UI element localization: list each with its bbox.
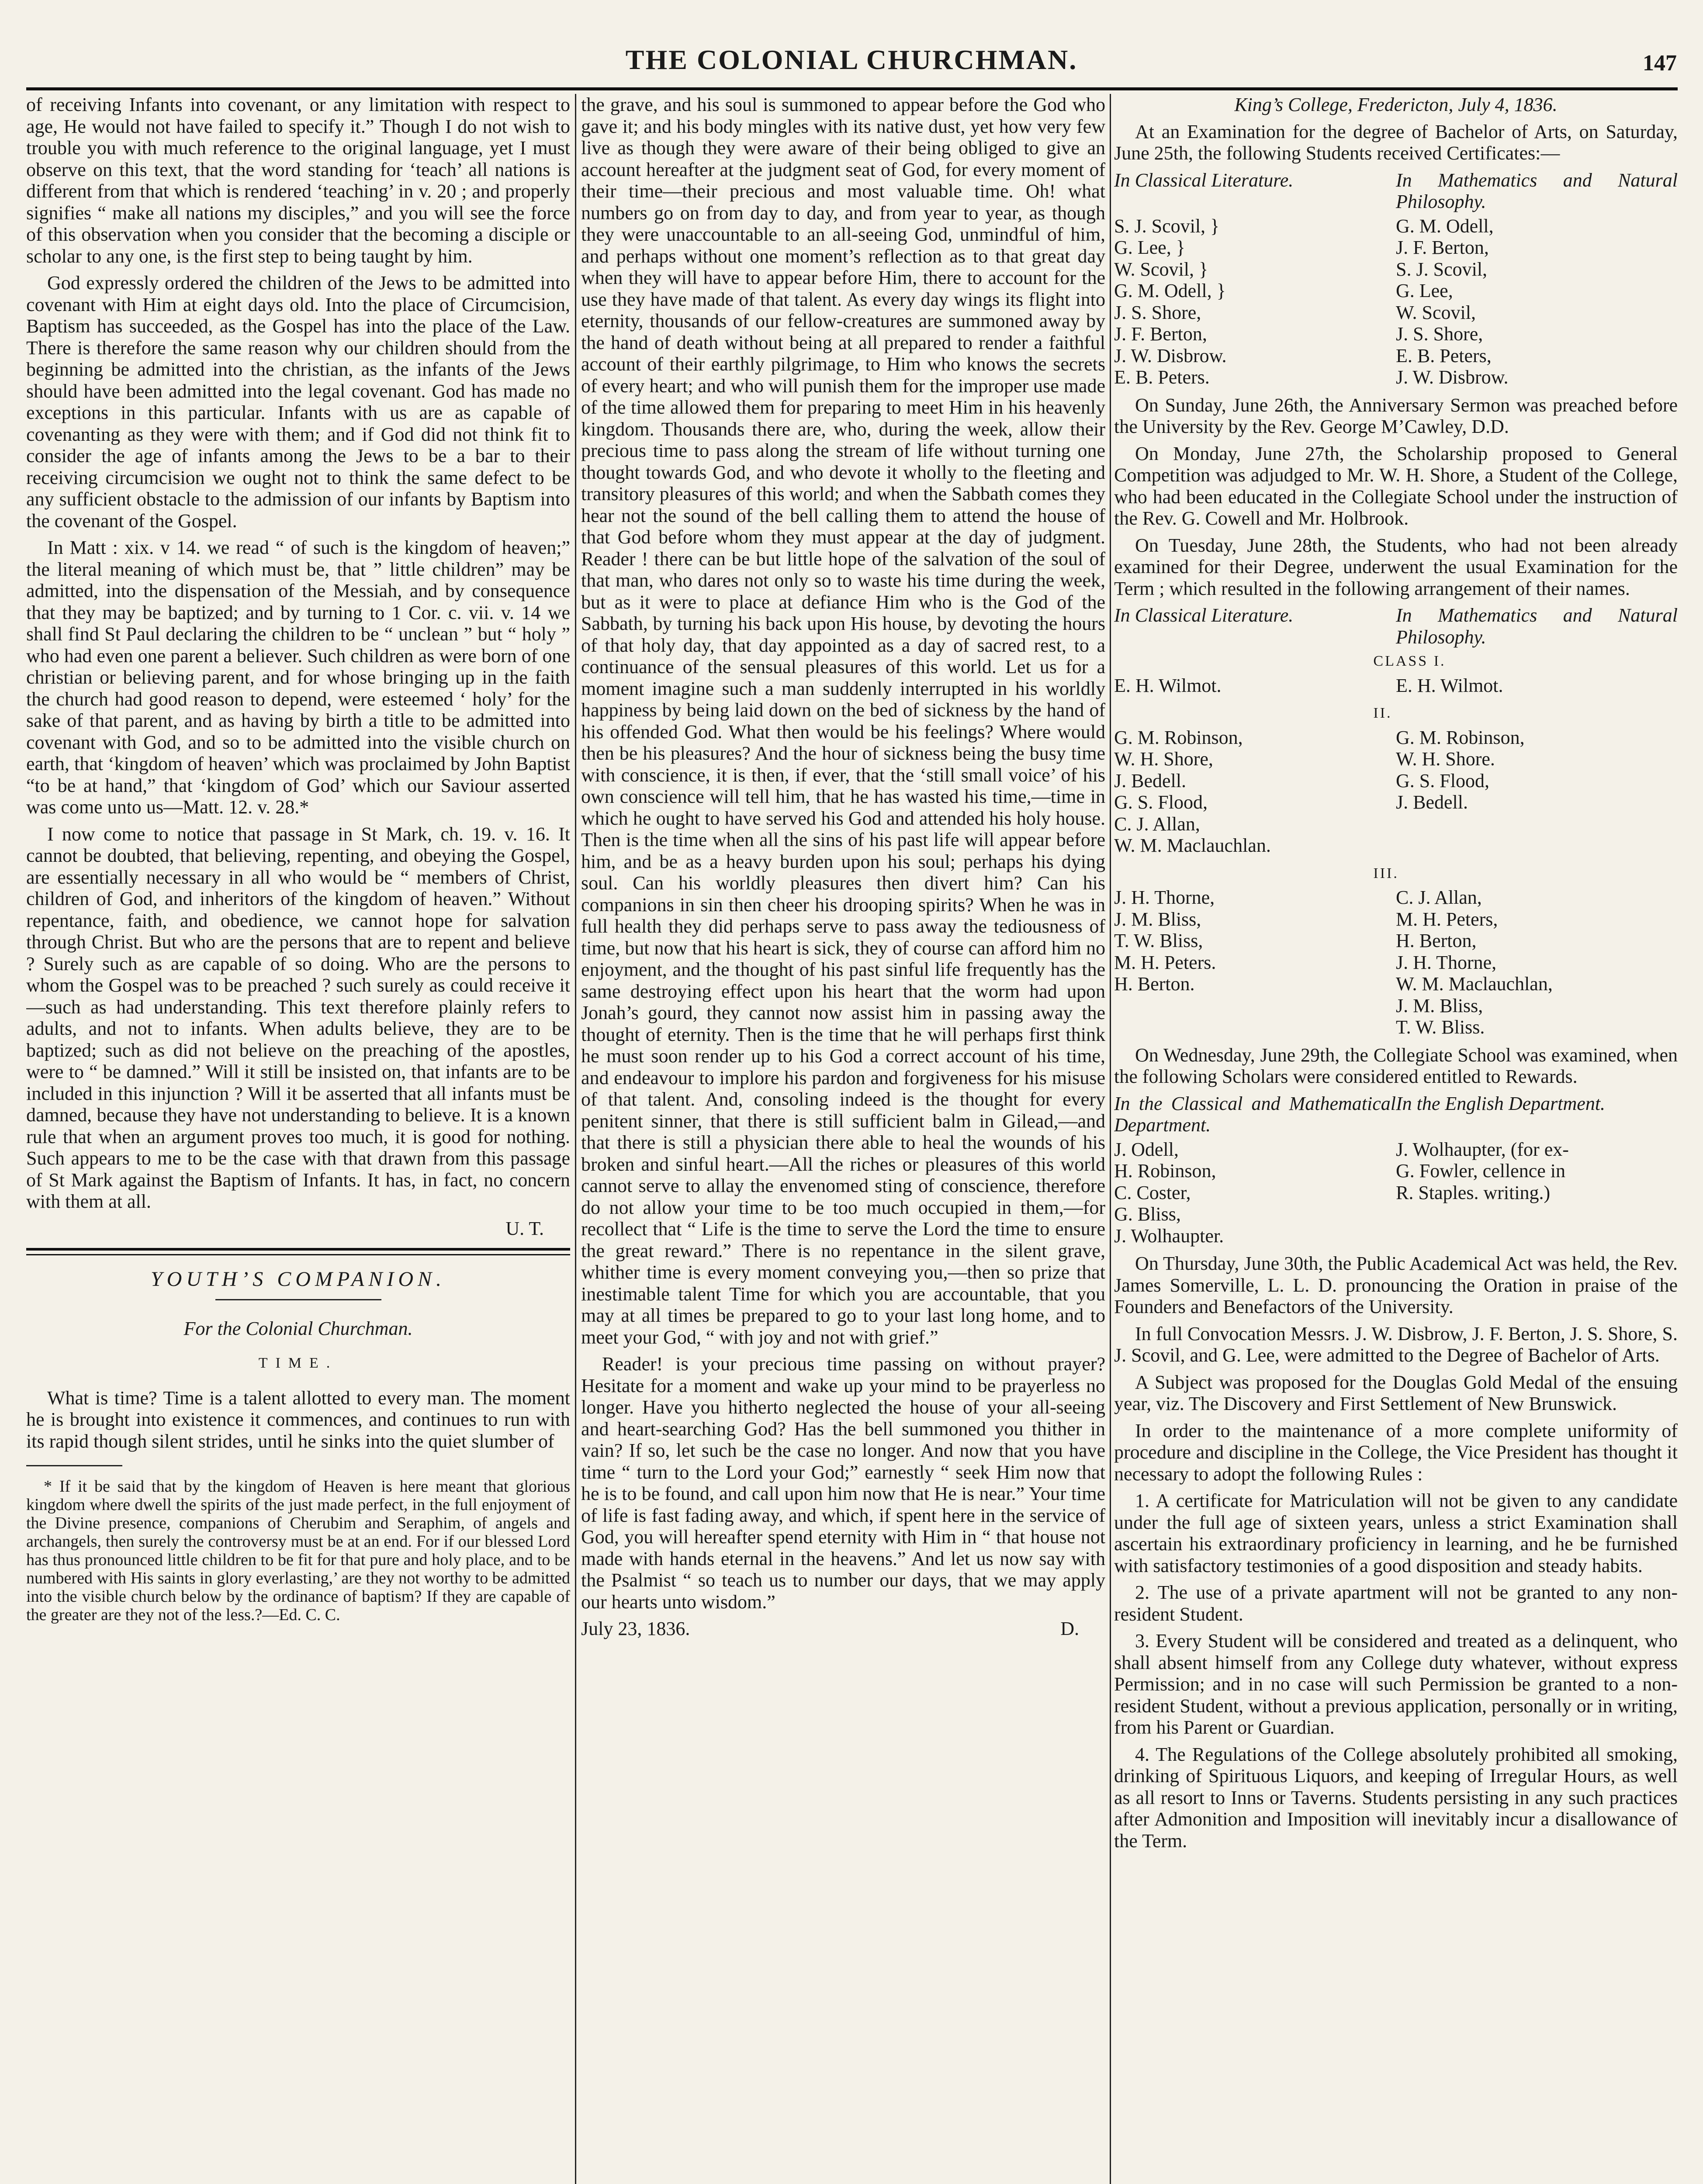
article-subtitle: For the Colonial Churchman. <box>183 1317 413 1339</box>
name-left: G. S. Flood, <box>1114 791 1208 813</box>
name-list <box>1114 727 1678 857</box>
name-left: H. Robinson, <box>1114 1160 1216 1182</box>
name-right: W. Scovil, <box>1396 301 1476 323</box>
name-right: J. Wolhaupter, (for ex- <box>1396 1138 1569 1160</box>
name-row <box>1114 727 1678 749</box>
name-right <box>1396 1225 1678 1247</box>
name-left: C. J. Allan, <box>1114 813 1200 835</box>
name-right: T. W. Bliss. <box>1396 1016 1485 1038</box>
name-left: J. M. Bliss, <box>1114 908 1201 930</box>
name-left: E. B. Peters. <box>1114 366 1210 388</box>
rule-item: 1. A certificate for Matriculation will not be given to any candidate under the full age of sixteen years, unless a strict Examination shall ascertain his extraordinary proficiency in learning, and he be furnished with satisfactory testimonies of a good disposition and steady habits. <box>1114 1490 1678 1576</box>
name-left <box>1114 1016 1396 1038</box>
name-left: J. Odell, <box>1114 1138 1179 1160</box>
name-row <box>1114 930 1678 952</box>
name-right: J. M. Bliss, <box>1396 995 1483 1016</box>
name-row <box>1114 366 1678 388</box>
name-right: H. Berton, <box>1396 930 1477 951</box>
name-row <box>1114 345 1678 367</box>
name-row <box>1114 237 1678 259</box>
article-heading: TIME. <box>258 1355 338 1371</box>
name-left: W. Scovil, } <box>1114 258 1208 280</box>
class-label: II. <box>1373 705 1392 721</box>
column-one <box>26 94 570 2184</box>
name-left: E. H. Wilmot. <box>1114 674 1222 696</box>
name-right: G. M. Odell, <box>1396 215 1494 237</box>
name-right: G. M. Robinson, <box>1396 726 1525 748</box>
paragraph: At an Examination for the degree of Bachelor of Arts, on Saturday, June 25th, the following Students received Certificates:— <box>1114 121 1678 164</box>
name-right: E. B. Peters, <box>1396 345 1492 366</box>
name-row <box>1114 973 1678 995</box>
name-left: G. M. Robinson, <box>1114 726 1243 748</box>
name-right: G. Fowler, cellence in <box>1396 1160 1565 1182</box>
list-headings <box>1114 1093 1678 1136</box>
name-row <box>1114 909 1678 930</box>
short-rule <box>215 1299 381 1300</box>
name-left: M. H. Peters. <box>1114 951 1216 973</box>
name-left: J. Wolhaupter. <box>1114 1225 1224 1247</box>
name-row <box>1114 1182 1678 1204</box>
class-label: CLASS I. <box>1373 653 1446 669</box>
paragraph: of receiving Infants into covenant, or any limitation with respect to age, He would not have failed to specify it.” Though I do not wish to trouble you with much reference to the original language, yet I must observe on this text, that the word standing for ‘teach’ all nations is different from that which is rendered ‘teaching’ in v. 20 ; and properly signifies “ make all nations my disciples,” and you will see the force of this observation when you consider that the becoming a disciple or scholar to any one, is the first step to being taught by him. <box>26 94 570 267</box>
name-left: S. J. Scovil, } <box>1114 215 1220 237</box>
footnote-rule <box>26 1465 122 1466</box>
section-divider <box>26 1248 570 1255</box>
name-right: J. F. Berton, <box>1396 237 1489 258</box>
name-right: W. M. Maclauchlan, <box>1396 973 1553 995</box>
name-row <box>1114 1016 1678 1038</box>
paragraph: On Monday, June 27th, the Scholarship proposed to General Competition was adjudged to Mr. W. H. Shore, a Student of the College, who had been educated in the Collegiate School under the instruction of the Rev. G. Cowell and Mr. Holbrook. <box>1114 442 1678 529</box>
name-right: G. Lee, <box>1396 280 1453 301</box>
name-right: J. S. Shore, <box>1396 323 1483 345</box>
author-initial: D. <box>1060 1618 1079 1639</box>
name-left: J. W. Disbrow. <box>1114 345 1227 366</box>
class-label: III. <box>1373 865 1399 881</box>
name-right: C. J. Allan, <box>1396 887 1482 908</box>
name-row <box>1114 770 1678 792</box>
rule-item: 2. The use of a private apartment will not be granted to any non-resident Student. <box>1114 1582 1678 1625</box>
column-divider <box>575 94 576 2184</box>
name-left: W. M. Maclauchlan. <box>1114 835 1271 856</box>
name-left: J. H. Thorne, <box>1114 887 1215 908</box>
name-row <box>1114 835 1678 857</box>
list-heading: In Classical Literature. <box>1114 605 1294 626</box>
rule-item: 4. The Regulations of the College absolutely prohibited all smoking, drinking of Spirituous Liquors, and keeping of Irregular Hours, as well as all resort to Inns or Taverns. Students persisting in any such practices after Admonition and Imposition will inevitably incur a disallowance of the Term. <box>1114 1743 1678 1852</box>
rule-item: 3. Every Student will be considered and treated as a delinquent, who shall absent himself from any College duty whatever, without express Permission; and in no case will such Permission be granted to a non-resident Student, without a previous application, personally or in writing, from his Parent or Guardian. <box>1114 1630 1678 1738</box>
list-heading: In Mathematics and Natural Philosophy. <box>1396 605 1678 648</box>
paragraph: God expressly ordered the children of the Jews to be admitted into covenant with Him at eight days old. Into the place of Circumcision, Baptism has succeeded, as the Gospel has into the place of the Law. There is therefore the same reason why our children should from the beginning be admitted into the christian, as the infants of the Jews should have been admitted into the legal covenant. God has made no exceptions in this particular. Infants with us are as capable of covenanting as they were with them; and if God did not think fit to consider the age of infants among the Jews to be a bar to their receiving circumcision we ought not to think the same defect to be any sufficient obstacle to the admission of our infants by Baptism into the covenant of the Gospel. <box>26 272 570 532</box>
paragraph: On Sunday, June 26th, the Anniversary Sermon was preached before the University by the Rev. George M’Cawley, D.D. <box>1114 394 1678 437</box>
name-row <box>1114 952 1678 974</box>
name-left: C. Coster, <box>1114 1182 1191 1203</box>
name-left: G. Lee, } <box>1114 237 1185 258</box>
paragraph: I now come to notice that passage in St Mark, ch. 19. v. 16. It cannot be doubted, that believing, repenting, and obeying the Gospel, are essentially necessary in all who would be “ members of Christ, children of God, and inheritors of the kingdom of heaven.” Without repentance, faith, and obedience, we cannot hope for salvation through Christ. But who are the persons that are to repent and believe ? Surely such as are capable of so doing. Who are the persons to whom the Gospel was to be preached ? such surely as could receive it—such as had understanding. This text therefore plainly refers to adults, and not to infants. When adults believe, they are to be baptized; such as did not believe on the preaching of the apostles, were to “ be damned.” Will it still be insisted on, that infants are to be included in this injunction ? Will it be asserted that all infants must be damned, because they have not understanding to believe. It is a known rule that when an argument proves too much, it is good for nothing. Such appears to me to be the case with that drawn from this passage of St Mark against the Baptism of Infants. It has, in fact, no concern with them at all. <box>26 823 570 1212</box>
name-right: M. H. Peters, <box>1396 908 1498 930</box>
name-left: J. S. Shore, <box>1114 301 1201 323</box>
name-row <box>1114 791 1678 813</box>
name-row <box>1114 813 1678 835</box>
article-date: July 23, 1836. <box>581 1618 690 1639</box>
name-row <box>1114 302 1678 324</box>
name-list <box>1114 215 1678 388</box>
paragraph: On Thursday, June 30th, the Public Academical Act was held, the Rev. James Somerville, L. L. D. pronouncing the Oration in praise of the Founders and Benefactors of the University. <box>1114 1253 1678 1317</box>
page-number: 147 <box>1643 51 1677 76</box>
name-right: G. S. Flood, <box>1396 770 1489 791</box>
name-list <box>1114 675 1678 697</box>
name-row <box>1114 675 1678 697</box>
name-row <box>1114 1225 1678 1247</box>
list-heading: In Mathematics and Natural Philosophy. <box>1396 169 1678 212</box>
list-heading: In Classical Literature. <box>1114 169 1294 191</box>
list-heading: In the Classical and Mathematical Department. <box>1114 1092 1396 1136</box>
name-left: G. Bliss, <box>1114 1203 1181 1225</box>
name-left: J. F. Berton, <box>1114 323 1207 345</box>
paragraph: Reader! is your precious time passing on without prayer? Hesitate for a moment and wake up your mind to be prayerless no longer. Have you hitherto neglected the house of your all-seeing and heart-searching God? Has the bell summoned you thither in vain? If so, let such be the case no longer. And now that you have time “ turn to the Lord your God;” earnestly “ seek Him now that he is to be found, and call upon him now that He is near.” Your time of life is fast fading away, and which, if spent here in the service of God, you will hereafter spend eternity with Him in “ that house not made with hands eternal in the heavens.” And let us now say with the Psalmist “ so teach us to number our days, that we may apply our hearts unto wisdom.” <box>581 1353 1105 1613</box>
name-row <box>1114 995 1678 1017</box>
paragraph: What is time? Time is a talent allotted to every man. The moment he is brought into existence it commences, and continues to run with its rapid though silent strides, until he sinks into the quiet slumber of <box>26 1387 570 1452</box>
name-row <box>1114 259 1678 280</box>
header-rule <box>26 87 1678 90</box>
column-two <box>581 94 1105 2184</box>
name-row <box>1114 1139 1678 1161</box>
name-right <box>1396 1203 1678 1225</box>
paragraph: the grave, and his soul is summoned to appear before the God who gave it; and his body mingles with its native dust, yet how very few live as though they were aware of their being obliged to give an account hereafter at the judgment seat of God, for every moment of their time—their precious and most valuable time. Oh! what numbers go on from day to day, and from year to year, as though they were unaccountable to an all-seeing God, unmindful of him, and perhaps without one moment’s reflection as to that great day when they will have to appear before Him, there to account for the use they have made of that talent. As every day wings its flight into eternity, thousands of our fellow-creatures are summoned away by the hand of death without being at all prepared to render a faithful account of their earthly pilgrimage, to Him who knows the secrets of every heart; and who will punish them for the improper use made of the time allowed them for preparing to meet Him in his heavenly kingdom. Thousands there are, who, during the week, allow their precious time to pass along the stream of life without turning one thought towards God, and who devote it wholly to the fleeting and transitory pleasures of this world; and when the Sabbath comes they hear not the sound of the bell calling them to attend the house of that God before whom they must appear at the day of judgment. Reader ! there can be but little hope of the salvation of the soul of that man, who dares not only so to waste his time during the week, but as it were to place at defiance Him who is the God of the Sabbath, by turning his back upon His house, by devoting the hours of that holy day, that day appointed as a day of sacred rest, to a continuance of the sensual pleasures of this world. Let us for a moment imagine such a man suddenly interrupted in his worldly happiness by being laid down on the bed of sickness by the hand of his offended God. What then would be his feelings? Where would then be his pleasures? And the hour of sickness being the busy time with conscience, it is then, if ever, that the ‘still small voice’ of his own conscience will tell him, that he has wasted his time,—time in which he ought to have served his God and attended his holy house. Then is the time when all the sins of his past life will appear before him, and be as a heavy burden upon his soul; perhaps his dying soul. Can his worldly pleasures then divert him? Can his companions in sin then cheer his drooping spirits? When he was in full health they did perhaps serve to pass away the tediousness of time, but now that his heart is sick, they of course can afford him no enjoyment, and the thought of his past sinful life frequently has the same destroying effect upon his heart that the worm had upon Jonah’s gourd, they cannot now assist him in passing away the thought of eternity. Then is the time that he will perhaps first think he must soon render up to his God a correct account of his time, and endeavour to implore his pardon and forgiveness for his misuse of that talent. And, consoling indeed is the thought for every penitent sinner, that there is still sufficient balm in Gilead,—and that there is still a physician there able to heal the wounds of his broken and sinful heart.—All the riches or pleasures of this world cannot serve to allay the envenomed sting of conscience, therefore do not allow your time to be too much occupied in them,—for recollect that “ Life is the time to serve the Lord the time to ensure the great reward.” There is no repentance in the silent grave, whither time is every moment conveying you,—then so prize that inestimable talent Time for which you are accountable, that you may at all times be prepared to go to your last long home, and to meet your God, “ with joy and not with grief.” <box>581 94 1105 1348</box>
name-row <box>1114 280 1678 302</box>
paragraph: In Matt : xix. v 14. we read “ of such is the kingdom of heaven;” the literal meaning of which must be, that ” little children” may be admitted, into the dispensation of the Messiah, and by consequence that they may be baptized; and by turning to 1 Cor. c. vii. v. 14 we shall find St Paul declaring the children to be “ unclean ” but “ holy ” who had even one parent a believer. Such children as were born of one christian or believing parent, and for whose bringing up in the faith the church had good reason to depend, were esteemed ‘ holy’ for the sake of that parent, and as having by birth a title to be admitted into covenant with God, and so to be admitted into the visible church on earth, that ‘kingdom of heaven’ which was proclaimed by John Baptist “to be at hand,” that ‘kingdom of God’ which our Saviour asserted was come unto us—Matt. 12. v. 28.* <box>26 537 570 818</box>
paragraph: In order to the maintenance of a more complete uniformity of procedure and discipline in the College, the Vice President has thought it necessary to adopt the following Rules : <box>1114 1420 1678 1485</box>
name-right: W. H. Shore. <box>1396 748 1495 770</box>
name-right: S. J. Scovil, <box>1396 258 1488 280</box>
article-end-line <box>581 1618 1105 1640</box>
footnote: * If it be said that by the kingdom of Heaven is here meant that glorious kingdom where dwell the spirits of the just made perfect, in the full enjoyment of the Divine presence, companions of Cherubim and Seraphim, of angels and archangels, then surely the controversy must be at an end. For if our blessed Lord has thus pronounced little children to be fit for that pure and holy place, and to be numbered with His saints in glory everlasting,’ are they not worthy to be admitted into the visible church below by the ordinance of baptism? If they are capable of the greater are they not of the less.?—Ed. C. C. <box>26 1477 570 1624</box>
paragraph: In full Convocation Messrs. J. W. Disbrow, J. F. Berton, J. S. Shore, S. J. Scovil, and G. Lee, were admitted to the Degree of Bachelor of Arts. <box>1114 1323 1678 1366</box>
name-left: W. H. Shore, <box>1114 748 1213 770</box>
name-right <box>1396 813 1678 835</box>
list-headings <box>1114 169 1678 213</box>
name-row <box>1114 748 1678 770</box>
paragraph: On Tuesday, June 28th, the Students, who had not been already examined for their Degree, underwent the usual Examination for the Term ; which resulted in the following arrangement of their names. <box>1114 534 1678 599</box>
name-right <box>1396 835 1678 857</box>
name-left: T. W. Bliss, <box>1114 930 1203 951</box>
name-left: J. Bedell. <box>1114 770 1186 791</box>
name-list <box>1114 1139 1678 1247</box>
name-row <box>1114 1203 1678 1225</box>
column-divider <box>1110 94 1111 2184</box>
name-row <box>1114 887 1678 909</box>
paragraph: A Subject was proposed for the Douglas Gold Medal of the ensuing year, viz. The Discovery and First Settlement of New Brunswick. <box>1114 1371 1678 1414</box>
name-row <box>1114 1160 1678 1182</box>
running-title: THE COLONIAL CHURCHMAN. <box>625 44 1078 75</box>
name-left: G. M. Odell, } <box>1114 280 1226 301</box>
name-right: R. Staples. writing.) <box>1396 1182 1551 1203</box>
name-row <box>1114 215 1678 237</box>
name-right: E. H. Wilmot. <box>1396 674 1503 696</box>
name-left: H. Berton. <box>1114 973 1195 995</box>
name-list <box>1114 887 1678 1038</box>
column-three <box>1114 94 1678 2184</box>
signature: U. T. <box>505 1217 544 1239</box>
name-right: J. H. Thorne, <box>1396 951 1497 973</box>
paragraph: On Wednesday, June 29th, the Collegiate School was examined, when the following Scholars were considered entitled to Rewards. <box>1114 1044 1678 1087</box>
list-headings <box>1114 605 1678 648</box>
list-heading: In the English Department. <box>1396 1092 1606 1114</box>
name-right: J. W. Disbrow. <box>1396 366 1509 388</box>
name-right: J. Bedell. <box>1396 791 1468 813</box>
dateline: King’s College, Fredericton, July 4, 1836. <box>1234 94 1558 115</box>
section-title: YOUTH’S COMPANION. <box>150 1268 446 1291</box>
name-left <box>1114 995 1396 1017</box>
name-row <box>1114 323 1678 345</box>
